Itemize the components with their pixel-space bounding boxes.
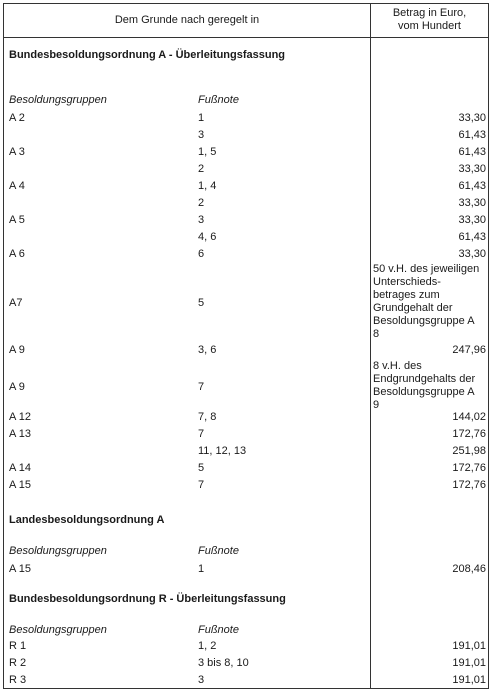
subheader-footnote: Fußnote [198,94,239,106]
row-amount [452,462,486,475]
row-footnote: 1 [198,563,205,575]
row-amount [458,197,486,210]
row-amount [373,360,475,412]
row-amount [373,263,479,341]
row-group: A 15 [9,563,32,575]
row-amount-line: 191,01 [452,657,486,669]
row-footnote: 3 [198,674,205,686]
row-amount-line: 9 [373,399,380,411]
row-footnote: 7 [198,381,205,393]
row-group: A7 [9,297,23,309]
subheader-groups: Besoldungsgruppen [9,545,107,557]
row-group: A 9 [9,344,25,356]
header-divider [4,37,488,38]
row-amount-line: 61,43 [458,231,486,243]
row-group: R 2 [9,657,27,669]
row-amount [458,180,486,193]
row-amount [452,563,486,576]
row-amount [452,479,486,492]
row-footnote: 7 [198,428,205,440]
subheader-footnote: Fußnote [198,545,239,557]
row-amount [458,231,486,244]
row-footnote: 1, 2 [198,640,217,652]
row-amount-line: 8 [373,328,380,340]
subheader-groups: Besoldungsgruppen [9,94,107,106]
row-amount-line: 33,30 [458,248,486,260]
row-footnote: 2 [198,163,205,175]
row-amount-line: betrages zum [373,289,440,301]
row-group: A 6 [9,248,25,260]
row-amount-line: 247,96 [452,344,486,356]
row-footnote: 6 [198,248,205,260]
row-group: A 12 [9,411,32,423]
row-amount-line: Grundgehalt der [373,302,453,314]
row-amount-line: 208,46 [452,563,486,575]
row-amount-line: 172,76 [452,428,486,440]
row-amount-line: 61,43 [458,146,486,158]
row-footnote: 11, 12, 13 [198,445,247,457]
row-amount [458,129,486,142]
header-amount [371,7,488,33]
row-amount-line: 191,01 [452,640,486,652]
row-group: R 3 [9,674,27,686]
subheader-groups: Besoldungsgruppen [9,624,107,636]
row-footnote: 5 [198,462,205,474]
row-amount-line: 33,30 [458,197,486,209]
section-title: Landesbesoldungsordnung A [9,514,165,526]
row-footnote: 5 [198,297,205,309]
header-basis: Dem Grunde nach geregelt in [114,14,260,26]
header-amount-line2: vom Hundert [398,20,461,32]
row-amount-line: 33,30 [458,112,486,124]
row-footnote: 3 bis 8, 10 [198,657,249,669]
row-amount-line: Besoldungsgruppe A [373,315,475,327]
row-amount-line: 61,43 [458,180,486,192]
header-amount-line1: Betrag in Euro, [392,7,467,19]
row-footnote: 4, 6 [198,231,217,243]
row-amount-line: 50 v.H. des jeweiligen [373,263,480,275]
row-amount-line: Endgrundgehalts der [373,373,476,385]
row-amount-line: 33,30 [458,214,486,226]
row-amount-line: 33,30 [458,163,486,175]
row-footnote: 7 [198,479,205,491]
row-amount [452,428,486,441]
row-amount [452,674,486,687]
row-amount [452,640,486,653]
row-group: A 13 [9,428,32,440]
column-divider [370,4,371,688]
row-amount-line: 61,43 [458,129,486,141]
row-amount [458,163,486,176]
row-group: A 3 [9,146,25,158]
row-footnote: 3 [198,214,205,226]
row-amount-line: 172,76 [452,462,486,474]
section-title: Bundesbesoldungsordnung A - Überleitungsfassung [9,49,286,61]
row-amount-line: 191,01 [452,674,486,686]
subheader-footnote: Fußnote [198,624,239,636]
row-amount [452,411,486,424]
row-amount [458,112,486,125]
section-title: Bundesbesoldungsordnung R - Überleitungsfassung [9,593,286,605]
row-group: A 9 [9,381,25,393]
row-group: A 5 [9,214,25,226]
salary-table [3,3,489,689]
row-amount [452,657,486,670]
row-footnote: 7, 8 [198,411,217,423]
row-group: A 4 [9,180,25,192]
row-footnote: 1, 4 [198,180,217,192]
row-group: A 15 [9,479,32,491]
row-footnote: 3 [198,129,205,141]
row-group: A 2 [9,112,25,124]
row-amount-line: 172,76 [452,479,486,491]
row-amount [458,248,486,261]
row-amount-line: 251,98 [452,445,486,457]
row-footnote: 1, 5 [198,146,217,158]
row-amount-line: Unterschieds- [373,276,441,288]
row-footnote: 3, 6 [198,344,217,356]
row-amount [452,344,486,357]
row-amount [452,445,486,458]
row-amount [458,214,486,227]
row-group: R 1 [9,640,27,652]
row-amount-line: 8 v.H. des [373,360,422,372]
row-amount-line: Besoldungsgruppe A [373,386,475,398]
row-amount-line: 144,02 [452,411,486,423]
row-footnote: 2 [198,197,205,209]
row-amount [458,146,486,159]
row-footnote: 1 [198,112,205,124]
row-group: A 14 [9,462,32,474]
